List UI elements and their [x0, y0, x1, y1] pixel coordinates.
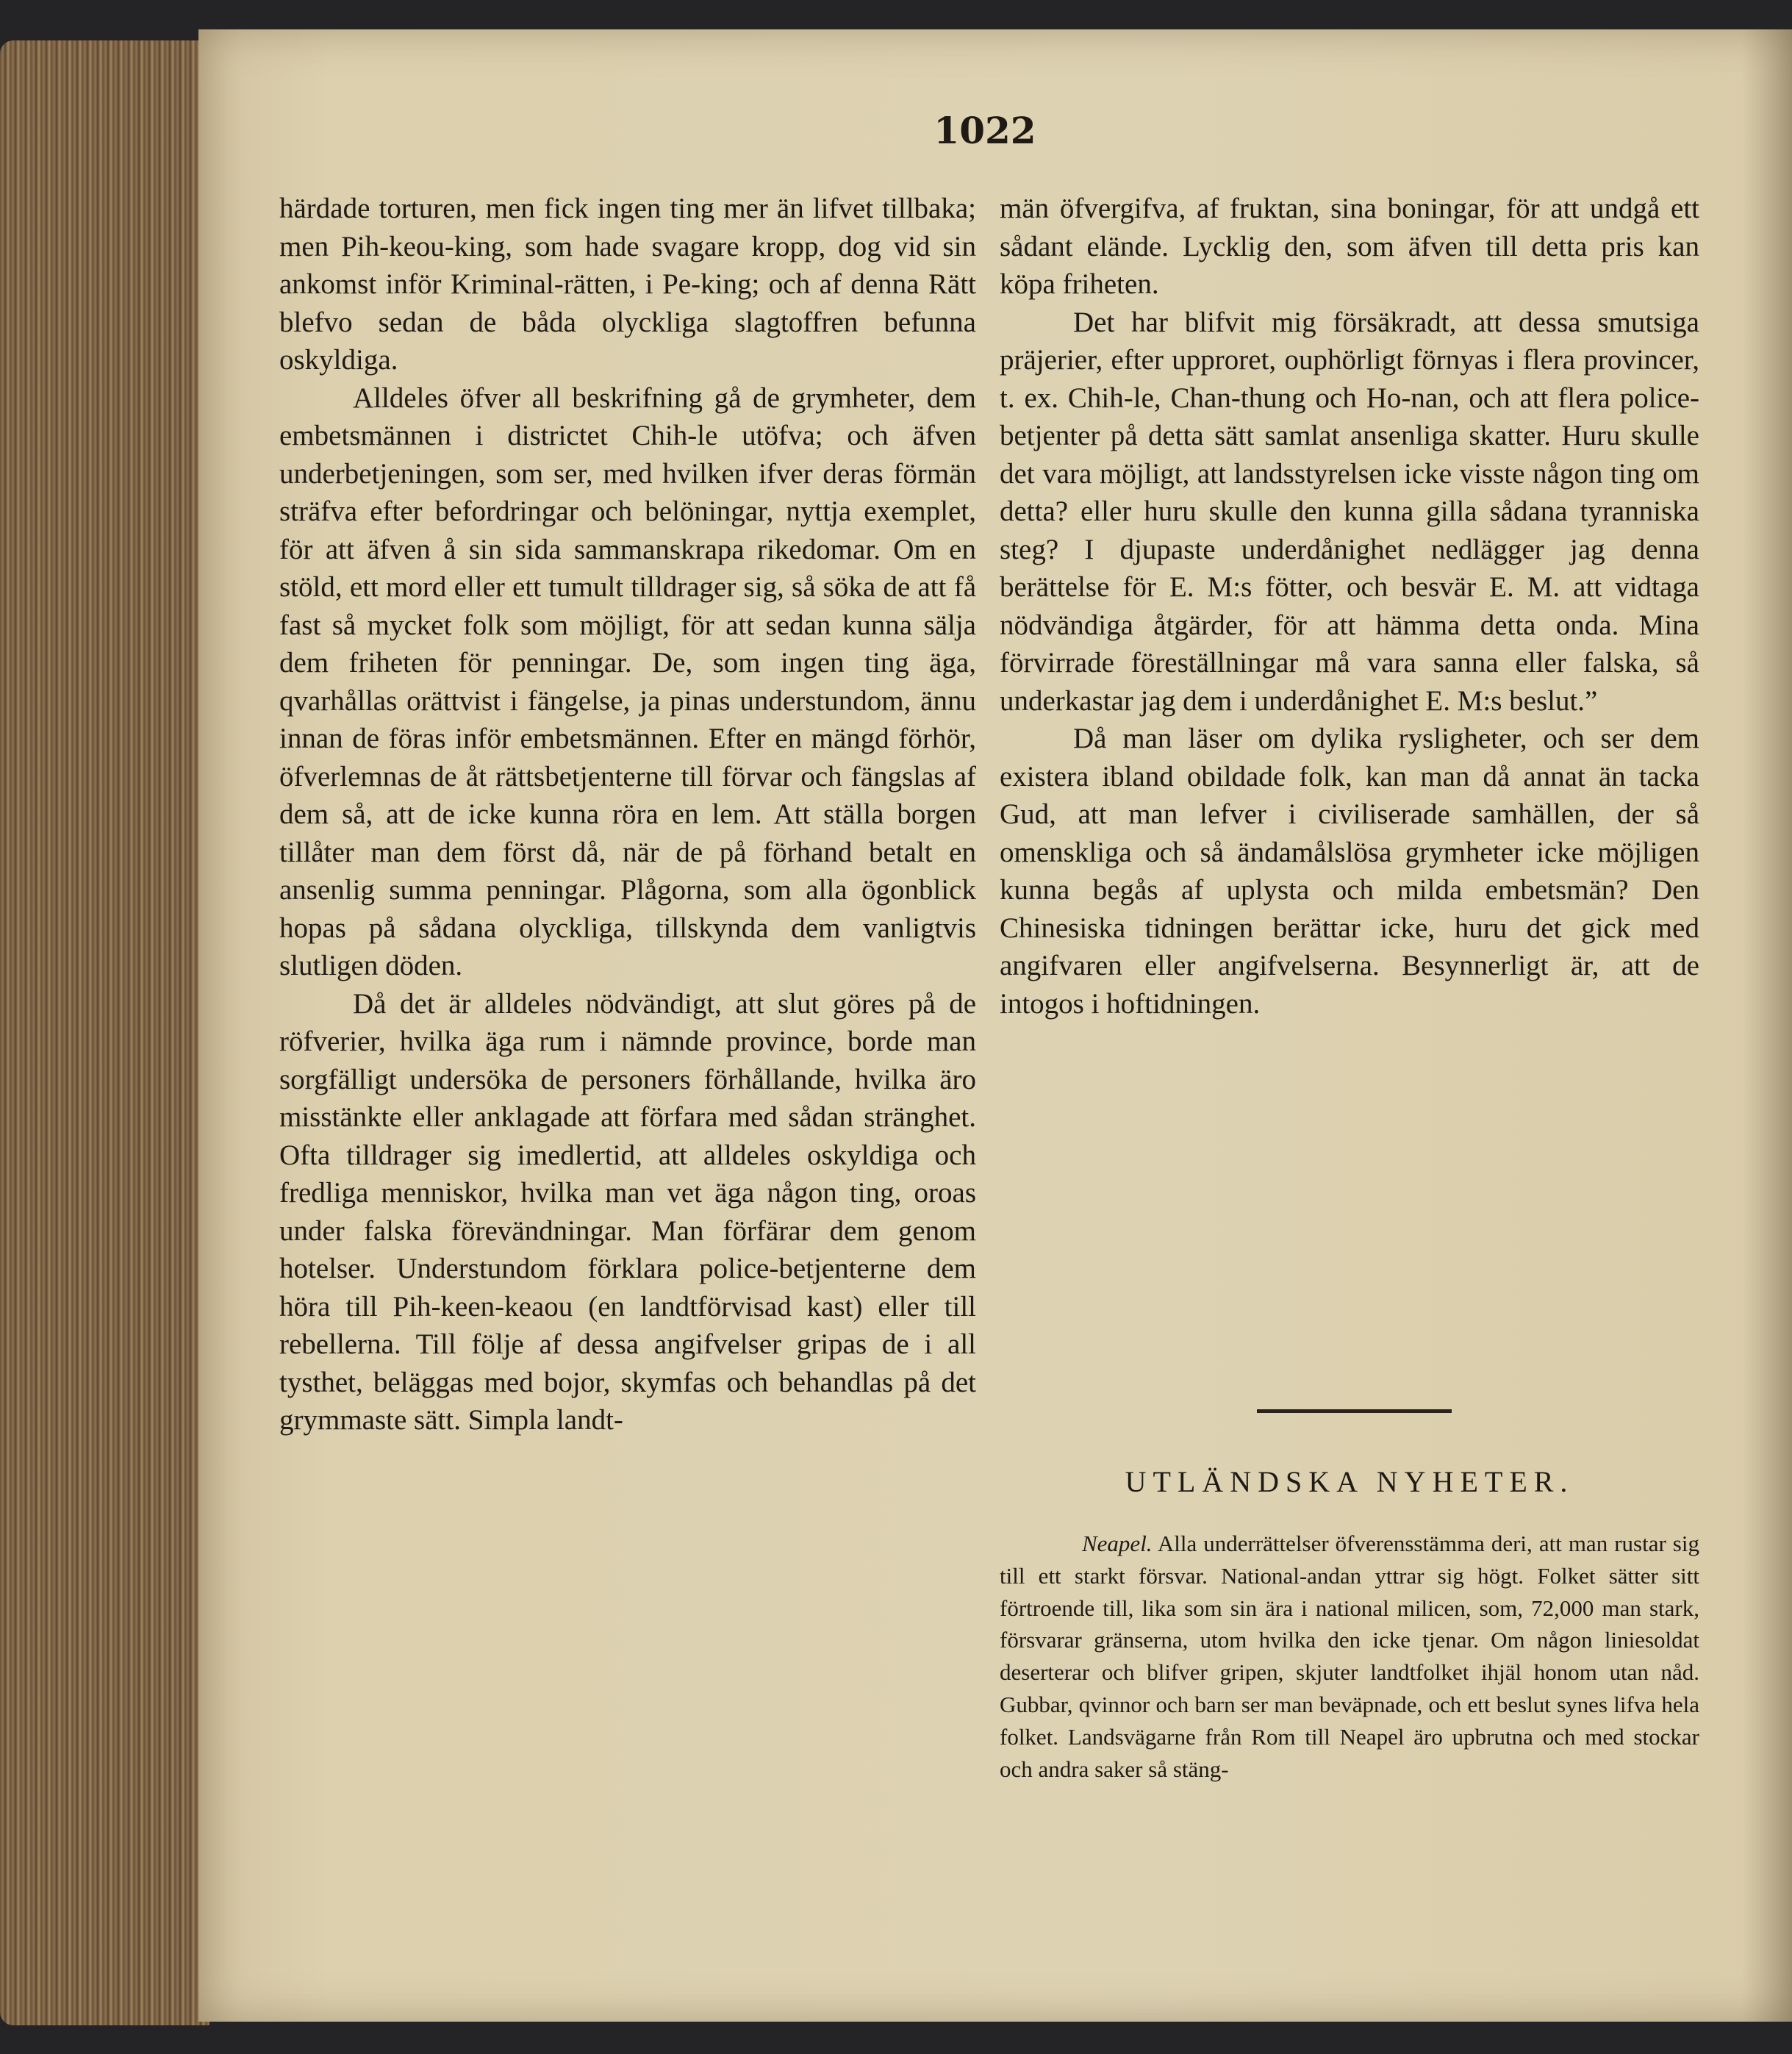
news-place: Neapel. [1082, 1531, 1153, 1556]
section-divider [1257, 1409, 1452, 1413]
left-column [279, 190, 976, 1439]
news-paragraph [1000, 1528, 1699, 1785]
news-text: Alla underrättelser öfverensstämma deri, att man rustar sig till ett starkt försvar. National-andan yttrar sig högt. Folket sätter sitt förtroende till, lika som sin ära i national milicen, som, 72,000 man stark, försvarar gränserna, utom hvilka den icke tjenar. Om någon liniesoldat deserterar och blifver gripen, skjuter landtfolket ihjäl honom utan nåd. Gubbar, qvinnor och barn ser man beväpnade, och ett beslut synes lifva hela folket. Landsvägarne från Rom till Neapel äro upbrutna och med stockar och andra saker så stäng- [1000, 1531, 1699, 1782]
paragraph: härdade torturen, men fick ingen ting mer än lifvet tillbaka; men Pih-keou-king, som hade svagare kropp, dog vid sin ankomst inför Kriminal-rätten, i Pe-king; och af denna Rätt blefvo sedan de båda olyckliga slagtoffren befunna oskyldiga. [279, 193, 976, 376]
page-shadow [1742, 29, 1792, 2022]
paragraph: Det har blifvit mig försäkradt, att dessa smutsiga präjerier, efter upproret, ouphörligt förnyas i flera provincer, t. ex. Chih-le, Chan-thung och Ho-nan, och att flera police-betjenter på detta sätt samlat ansenliga skatter. Huru skulle det vara möjligt, att landsstyrelsen icke visste någon ting om detta? eller huru skulle den kunna gilla sådana tyranniska steg? I djupaste underdånighet nedlägger jag denna berättelse för E. M:s fötter, och besvär E. M. att vidtaga nödvändiga åtgärder, för att hämma detta onda. Mina förvirrade föreställningar må vara sanna eller falska, så underkastar jag dem i underdånighet E. M:s beslut.” [1000, 306, 1699, 717]
page-number: 1022 [933, 109, 1036, 152]
paragraph: Då det är alldeles nödvändigt, att slut göres på de röfverier, hvilka äga rum i nämnde province, borde man sorgfälligt undersöka de personers förhållande, hvilka äro misstänkte eller anklagade att förfara med sådan stränghet. Ofta tilldrager sig imedlertid, att alldeles oskyldiga och fredliga menniskor, hvilka man vet äga någon ting, oroas under falska förevändningar. Man förfärar dem genom hotelser. Understundom förklara police-betjenterne dem höra till Pih-keen-keaou (en landtförvisad kast) eller till rebellerna. Till följe af dessa angifvelser gripas de i all tysthet, beläggas med bojor, skymfas och behandlas på det grymmaste sätt. Simpla landt- [279, 987, 976, 1436]
right-column [1000, 190, 1699, 1023]
news-article [1000, 1528, 1699, 1785]
paragraph: Alldeles öfver all beskrifning gå de grymheter, dem embetsmännen i districtet Chih-le utöfva; och äfven underbetjeningen, som ser, med hvilken ifver deras förmän sträfva efter befordringar och belöningar, nyttja exemplet, för att äfven å sin sida sammanskrapa rikedomar. Om en stöld, ett mord eller ett tumult tilldrager sig, så söka de att få fast så mycket folk som möjligt, för att sedan kunna sälja dem friheten för penningar. De, som ingen ting äga, qvarhållas orättvist i fängelse, ja pinas understundom, ännu innan de föras inför embetsmännen. Efter en mängd förhör, öfverlemnas de åt rättsbetjenterne till förvar och fängslas af dem så, att de icke kunna röra en lem. Att ställa borgen tillåter man dem först då, när de på förhand betalt en ansenlig summa penningar. Plågorna, som alla ögonblick hopas på sådana olyckliga, tillskynda dem vanligtvis slutligen döden. [279, 382, 976, 981]
paragraph: män öfvergifva, af fruktan, sina boningar, för att undgå ett sådant elände. Lycklig den, som äfven till detta pris kan köpa friheten. [1000, 193, 1699, 300]
book-page-edges [0, 40, 209, 2025]
section-heading: UTLÄNDSKA NYHETER. [1125, 1465, 1574, 1498]
paragraph: Då man läser om dylika rysligheter, och ser dem existera ibland obildade folk, kan man då annat än tacka Gud, att man lefver i civiliserade samhällen, der så omenskliga och så ändamålslösa grymheter icke möjligen kunna begås af uplysta och milda embetsmän? Den Chinesiska tidningen berättar icke, huru det gick med angifvaren eller angifvelserna. Besynnerligt är, att de intogos i hoftidningen. [1000, 723, 1699, 1020]
